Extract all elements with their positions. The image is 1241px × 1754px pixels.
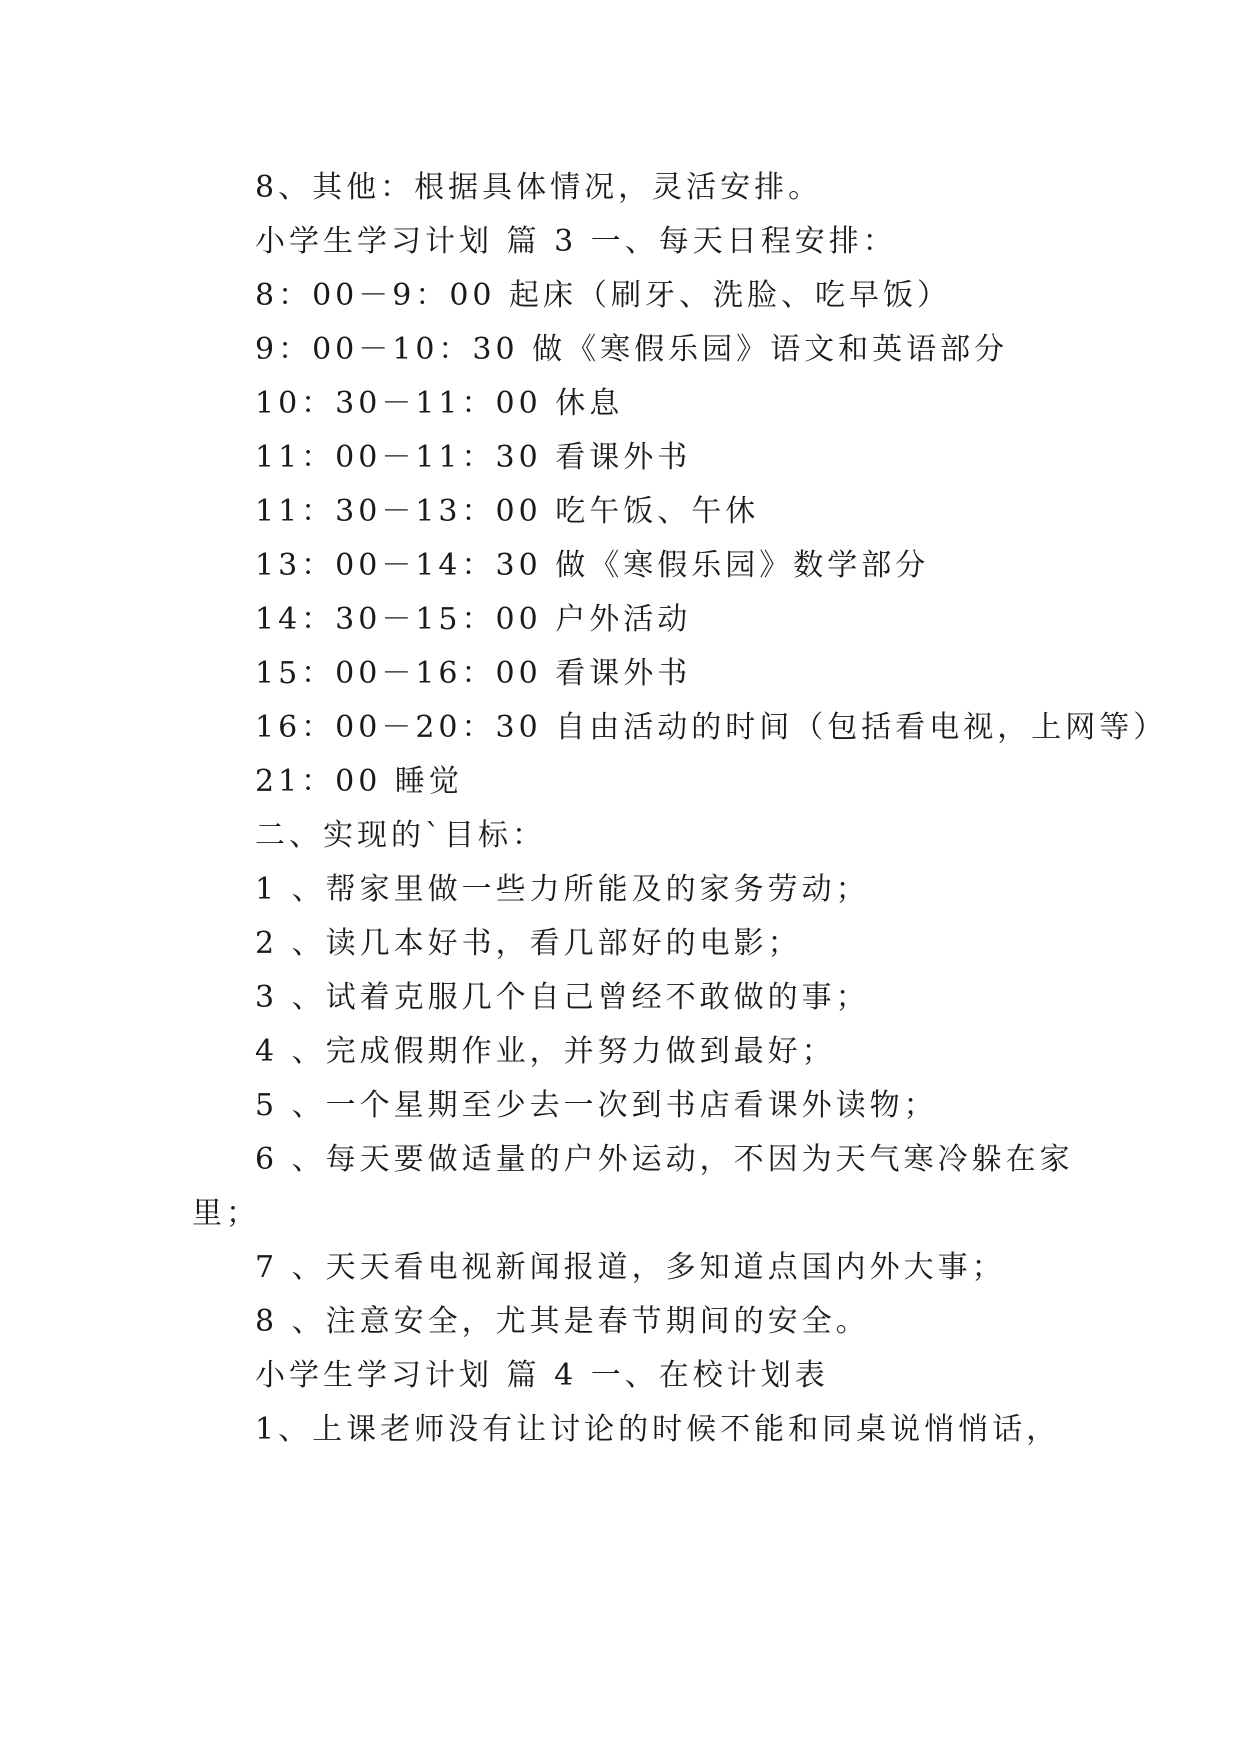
- goal-item: 6 、每天要做适量的户外运动，不因为天气寒冷躲在家: [255, 1142, 1074, 1177]
- section-heading: 小学生学习计划 篇 4 一、在校计划表: [255, 1358, 829, 1393]
- goal-item: 7 、天天看电视新闻报道，多知道点国内外大事；: [255, 1250, 1006, 1285]
- subheading: 二、实现的`目标：: [255, 818, 546, 853]
- text-line: 8、其他：根据具体情况，灵活安排。: [255, 170, 823, 205]
- schedule-line: 21：00 睡觉: [255, 764, 463, 799]
- schedule-line: 15：00－16：00 看课外书: [255, 656, 692, 691]
- goal-item: 8 、注意安全，尤其是春节期间的安全。: [255, 1304, 870, 1339]
- goal-item: 4 、完成假期作业，并努力做到最好；: [255, 1034, 836, 1069]
- goal-item: 2 、读几本好书，看几部好的电影；: [255, 926, 802, 961]
- schedule-line: 11：30－13：00 吃午饭、午休: [255, 494, 760, 529]
- schedule-line: 8：00－9：00 起床（刷牙、洗脸、吃早饭）: [255, 278, 952, 313]
- goal-item: 5 、一个星期至少去一次到书店看课外读物；: [255, 1088, 938, 1123]
- schedule-line: 9：00－10：30 做《寒假乐园》语文和英语部分: [255, 332, 1009, 367]
- schedule-line: 13：00－14：30 做《寒假乐园》数学部分: [255, 548, 930, 583]
- goal-item-continuation: 里；: [192, 1196, 260, 1231]
- goal-item: 1 、帮家里做一些力所能及的家务劳动；: [255, 872, 870, 907]
- text-line: 1、上课老师没有让讨论的时候不能和同桌说悄悄话，: [255, 1412, 1061, 1447]
- section-heading: 小学生学习计划 篇 3 一、每天日程安排：: [255, 224, 897, 259]
- goal-item: 3 、试着克服几个自己曾经不敢做的事；: [255, 980, 870, 1015]
- schedule-line: 14：30－15：00 户外活动: [255, 602, 692, 637]
- schedule-line: 16：00－20：30 自由活动的时间（包括看电视，上网等）: [255, 710, 1168, 745]
- schedule-line: 11：00－11：30 看课外书: [255, 440, 692, 475]
- schedule-line: 10：30－11：00 休息: [255, 386, 624, 421]
